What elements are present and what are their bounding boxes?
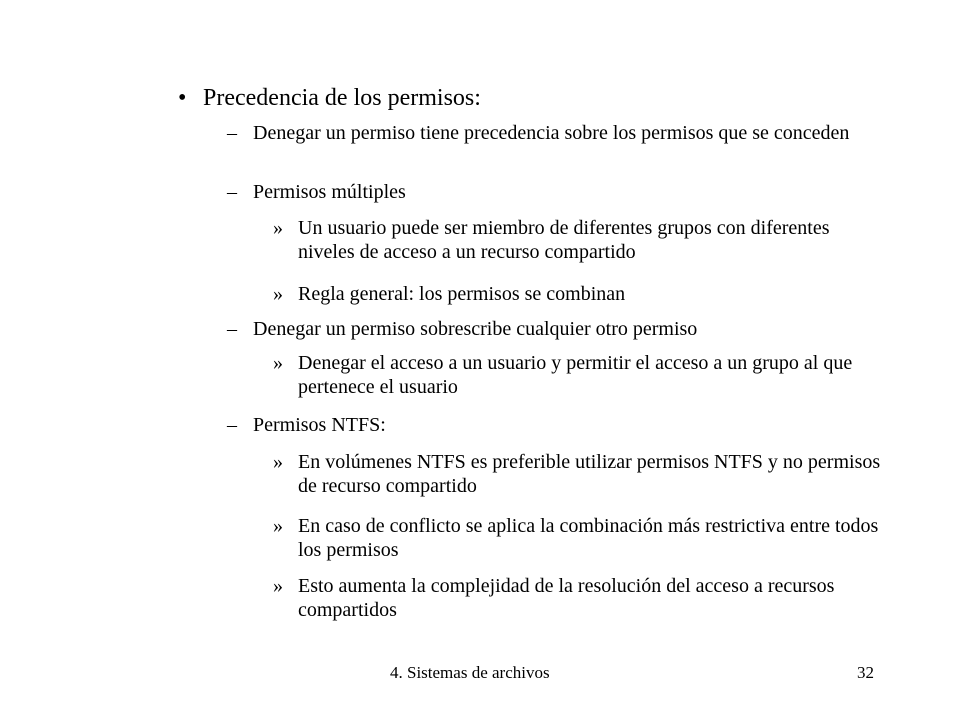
list-item <box>227 121 887 145</box>
dash-marker: – <box>227 122 237 144</box>
sub-list-item <box>273 216 885 264</box>
list-item-text: Denegar un permiso tiene precedencia sobre los permisos que se conceden <box>253 122 850 144</box>
sub-marker: » <box>273 283 283 305</box>
sub-list-item-text: Un usuario puede ser miembro de diferentes grupos con diferentes niveles de acceso a un recurso compartido <box>298 217 830 263</box>
sub-list-item <box>273 351 885 399</box>
list-item-text: Permisos múltiples <box>253 181 406 203</box>
dash-marker: – <box>227 181 237 203</box>
page-number: 32 <box>857 663 874 682</box>
footer-chapter: 4. Sistemas de archivos <box>390 663 550 682</box>
slide-heading: Precedencia de los permisos: <box>203 85 481 111</box>
sub-list-item-text: Denegar el acceso a un usuario y permitir el acceso a un grupo al que pertenece el usuario <box>298 352 853 398</box>
sub-list-item-text: En caso de conflicto se aplica la combinación más restrictiva entre todos los permisos <box>298 515 879 561</box>
sub-marker: » <box>273 575 283 597</box>
list-item <box>227 180 887 204</box>
sub-marker: » <box>273 352 283 374</box>
list-item <box>227 317 887 341</box>
sub-list-item <box>273 282 885 306</box>
dash-marker: – <box>227 414 237 436</box>
list-item-text: Permisos NTFS: <box>253 414 386 436</box>
sub-marker: » <box>273 515 283 537</box>
sub-list-item <box>273 574 885 622</box>
list-item <box>227 413 887 437</box>
sub-marker: » <box>273 451 283 473</box>
sub-marker: » <box>273 217 283 239</box>
sub-list-item-text: En volúmenes NTFS es preferible utilizar permisos NTFS y no permisos de recurso compartido <box>298 451 881 497</box>
sub-list-item <box>273 514 885 562</box>
dash-marker: – <box>227 318 237 340</box>
bullet-marker: • <box>178 85 187 111</box>
sub-list-item <box>273 450 885 498</box>
sub-list-item-text: Esto aumenta la complejidad de la resolución del acceso a recursos compartidos <box>298 575 835 621</box>
list-item-text: Denegar un permiso sobrescribe cualquier otro permiso <box>253 318 698 340</box>
sub-list-item-text: Regla general: los permisos se combinan <box>298 283 626 305</box>
